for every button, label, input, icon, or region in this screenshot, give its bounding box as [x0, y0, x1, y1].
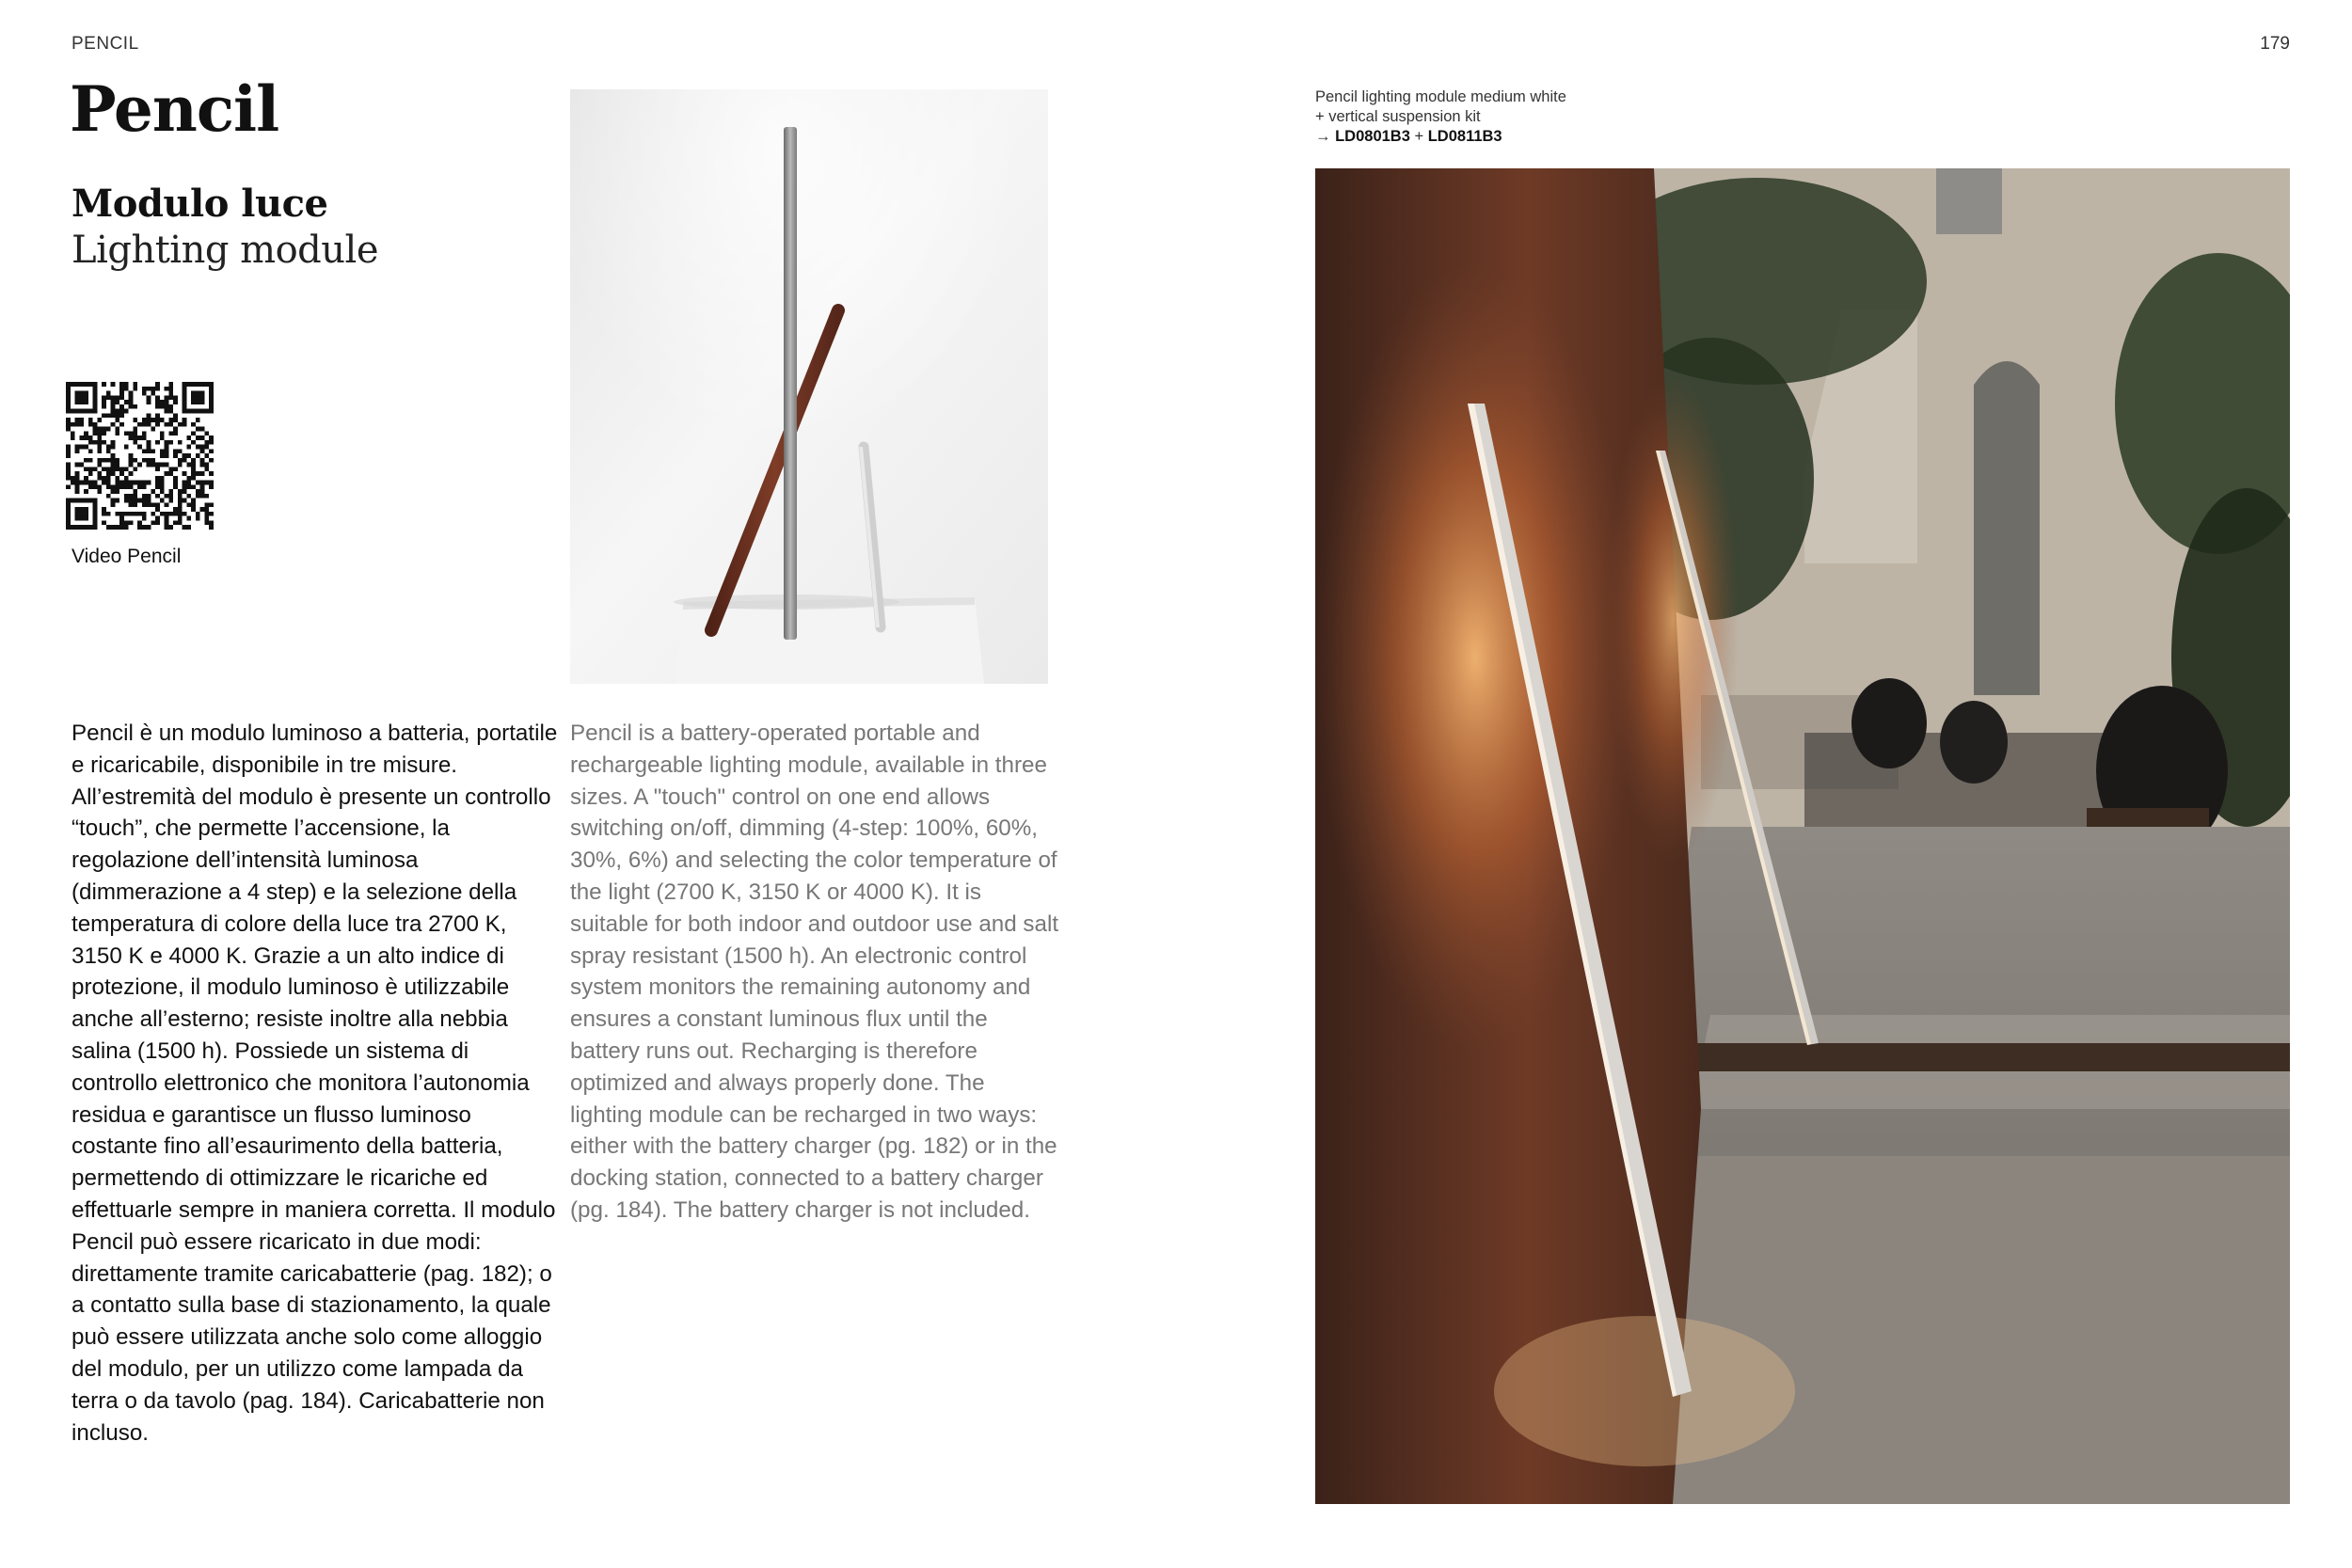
subtitle-italian: Modulo luce [72, 182, 328, 226]
qr-code[interactable] [66, 382, 214, 530]
page-number: 179 [2260, 34, 2290, 54]
arrow-right-icon: → [1315, 128, 1331, 145]
qr-caption: Video Pencil [72, 546, 182, 567]
subtitle-english: Lighting module [72, 229, 379, 272]
caption-line-1: Pencil lighting module medium white [1315, 88, 1566, 105]
page-title: Pencil [70, 72, 279, 146]
caption-plus: + [1414, 128, 1424, 145]
body-italian: Pencil è un modulo luminoso a batteria, portatile e ricaricabile, disponibile in tre misure. All’estremità del modulo è presente un controllo “touch”, che permette l’accensione, la regolazione dell’intensità luminosa (dimmerazione a 4 step) e la selezione della temperatura di colore della luce tra 2700 K, 3150 K e 4000 K. Grazie a un alto indice di protezione, il modulo luminoso è utilizzabile anche all’esterno; resiste inoltre alla nebbia salina (1500 h). Possiede un sistema di controllo elettronico che monitora l’autonomia residua e garantisce un flusso luminoso costante fino all’esaurimento della batteria, permettendo di ottimizzare le ricariche ed effettuarle sempre in maniera corretta. Il modulo Pencil può essere ricaricato in due modi: direttamente tramite caricabatterie (pag. 182); o a contatto sulla base di stazionamento, la quale può essere utilizzata anche solo come alloggio del modulo, per un utilizzo come lampada da terra o da tavolo (pag. 184). Caricabatterie non incluso. [72, 721, 558, 1446]
section-label: PENCIL [72, 34, 139, 54]
caption-line-2: + vertical suspension kit [1315, 108, 1481, 125]
body-english: Pencil is a battery-operated portable and rechargeable lighting module, available in three sizes. A "touch" control on one end allows switching on/off, dimming (4-step: 100%, 60%, 30%, 6%) and selecting the color temperature of the light (2700 K, 3150 K or 4000 K). It is suitable for both indoor and outdoor use and salt spray resistant (1500 h). An electronic control system monitors the remaining autonomy and ensures a constant luminous flux until the battery runs out. Recharging is therefore optimized and always properly done. The lighting module can be recharged in two ways: either with the battery charger (pg. 182) or in the docking station, connected to a battery charger (pg. 184). The battery charger is not included. [570, 721, 1059, 1223]
product-photo [570, 89, 1048, 684]
product-code-1: LD0801B3 [1335, 128, 1410, 145]
caption-codes [1315, 127, 1566, 147]
scene-photo [1315, 168, 2290, 1504]
photo-caption [1315, 87, 1566, 147]
qr-code-icon [66, 382, 214, 530]
product-code-2: LD0811B3 [1427, 128, 1502, 145]
